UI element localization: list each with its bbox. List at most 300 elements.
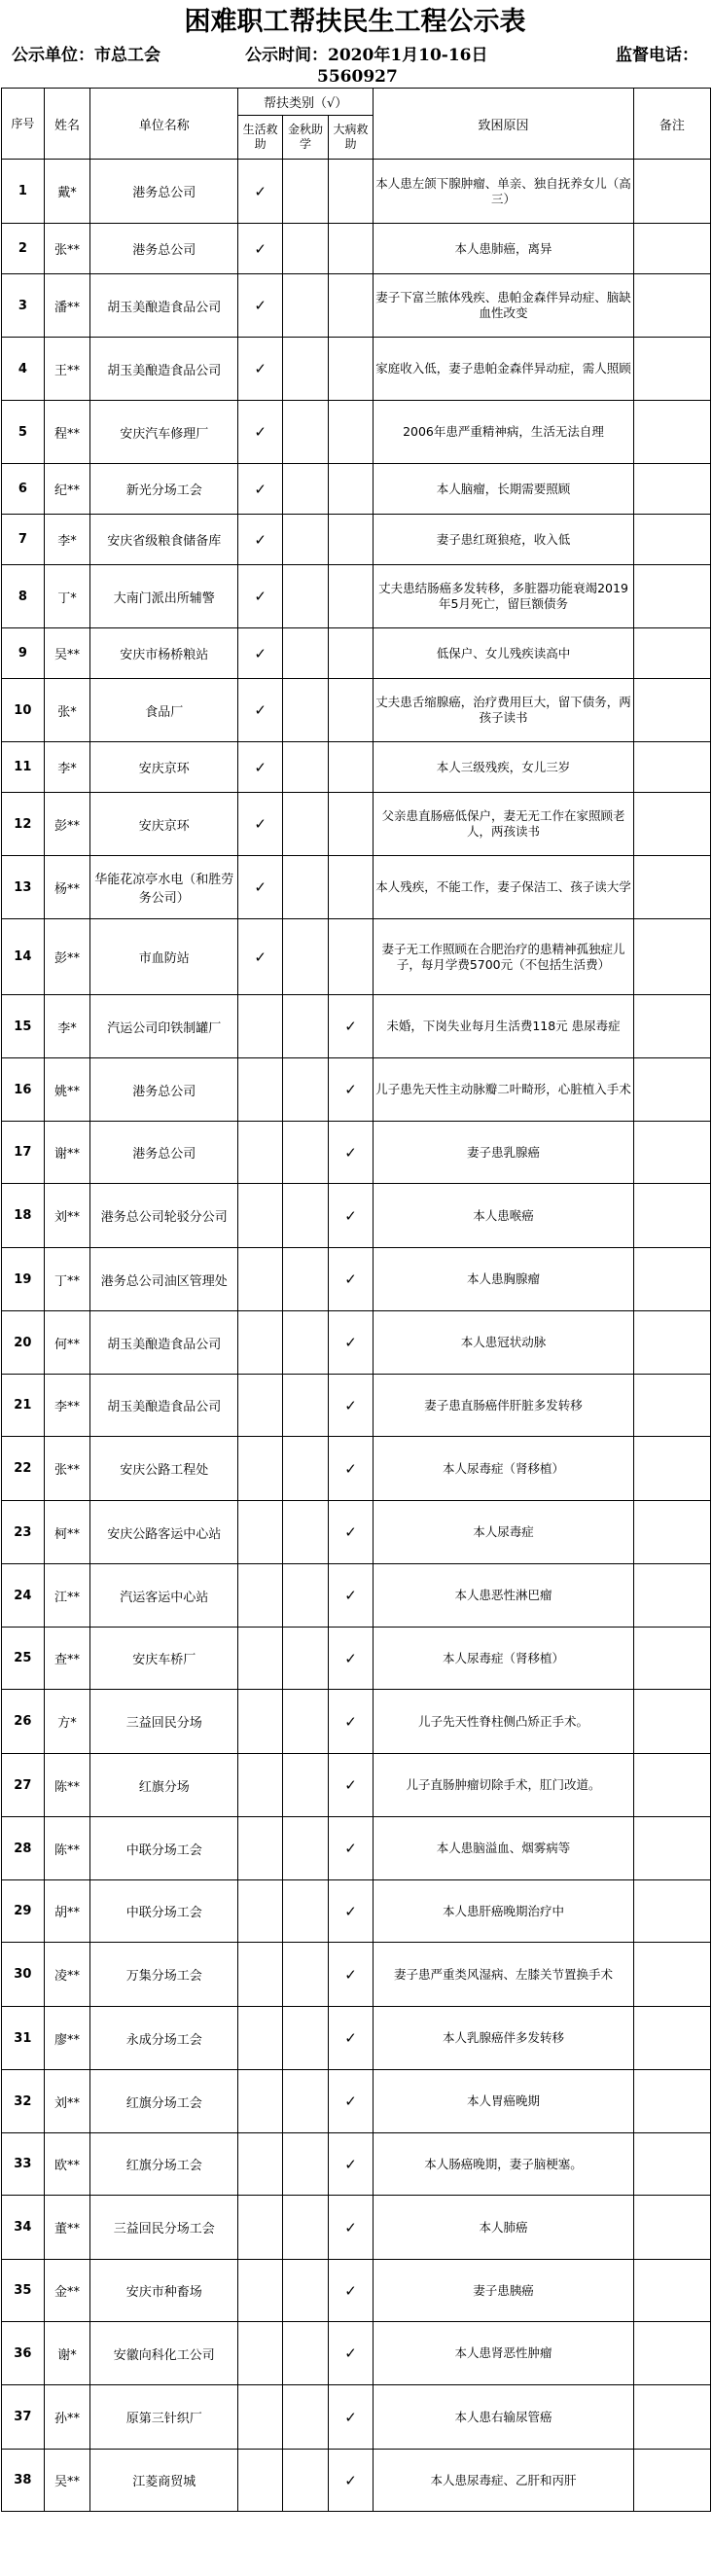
row-seq: 37 [2,2385,45,2450]
table-row [2,1690,711,1754]
row-org: 安徽向科化工公司 [90,2322,238,2385]
row-cat-school [283,742,328,793]
row-cat-life: ✓ [237,628,282,679]
row-seq: 28 [2,1817,45,1880]
row-cat-school [283,1817,328,1880]
row-cat-illness [328,742,373,793]
row-cat-life: ✓ [237,856,282,919]
row-name: 李** [44,1375,90,1437]
row-name: 李* [44,995,90,1058]
row-reason: 丈夫患舌缩腺癌，治疗费用巨大，留下债务，两孩子读书 [374,679,634,742]
row-name: 吴** [44,628,90,679]
row-remark [633,1754,710,1817]
row-org: 安庆市种畜场 [90,2260,238,2322]
row-cat-life [237,1817,282,1880]
row-seq: 16 [2,1058,45,1122]
table-row [2,679,711,742]
row-cat-life: ✓ [237,793,282,856]
row-org: 安庆京环 [90,793,238,856]
row-remark [633,2450,710,2512]
row-org: 港务总公司轮驳分公司 [90,1184,238,1248]
row-seq: 7 [2,515,45,565]
row-cat-illness [328,515,373,565]
table-row [2,401,711,464]
table-row [2,2070,711,2133]
row-name: 江** [44,1564,90,1628]
row-remark [633,1690,710,1754]
row-remark [633,2322,710,2385]
table-row [2,565,711,628]
header-org: 单位名称 [90,89,238,160]
row-name: 凌** [44,1943,90,2007]
row-cat-school [283,1943,328,2007]
row-org: 三益回民分场工会 [90,2196,238,2260]
row-remark [633,1437,710,1501]
row-seq: 31 [2,2007,45,2070]
row-cat-illness [328,793,373,856]
row-org: 红旗分场 [90,1754,238,1817]
header-cat-life: 生活救助 [237,116,282,160]
publishing-time: 公示时间：2020年1月10-16日 [245,46,488,65]
row-seq: 29 [2,1880,45,1943]
row-reason: 儿子先天性脊柱侧凸矫正手术。 [374,1690,634,1754]
row-org: 市血防站 [90,919,238,995]
row-org: 安庆京环 [90,742,238,793]
row-cat-life [237,1122,282,1184]
row-org: 港务总公司 [90,224,238,274]
table-row [2,2322,711,2385]
row-seq: 8 [2,565,45,628]
row-cat-school [283,919,328,995]
row-cat-life [237,1628,282,1690]
row-cat-school [283,338,328,401]
row-org: 江菱商贸城 [90,2450,238,2512]
row-remark [633,274,710,338]
row-cat-illness [328,856,373,919]
row-cat-illness [328,464,373,515]
row-cat-illness: ✓ [328,2260,373,2322]
row-cat-school [283,2070,328,2133]
row-cat-illness [328,919,373,995]
row-cat-school [283,464,328,515]
row-seq: 34 [2,2196,45,2260]
row-org: 永成分场工会 [90,2007,238,2070]
row-reason: 本人患肾恶性肿瘤 [374,2322,634,2385]
row-reason: 本人患喉癌 [374,1184,634,1248]
row-seq: 30 [2,1943,45,2007]
row-reason: 本人患脑溢血、烟雾病等 [374,1817,634,1880]
row-remark [633,995,710,1058]
row-cat-life [237,1880,282,1943]
row-org: 安庆车桥厂 [90,1628,238,1690]
row-name: 彭** [44,793,90,856]
publishing-unit: 公示单位：市总工会 [12,46,160,65]
table-row [2,1248,711,1311]
row-name: 吴** [44,2450,90,2512]
row-seq: 32 [2,2070,45,2133]
row-remark [633,2133,710,2196]
table-row [2,1943,711,2007]
row-seq: 25 [2,1628,45,1690]
row-seq: 15 [2,995,45,1058]
row-remark [633,2007,710,2070]
table-row [2,2260,711,2322]
row-reason: 妻子患直肠癌伴肝脏多发转移 [374,1375,634,1437]
row-cat-life: ✓ [237,274,282,338]
table-row [2,160,711,224]
row-cat-illness: ✓ [328,1817,373,1880]
row-reason: 本人尿毒症（肾移植） [374,1628,634,1690]
header-seq: 序号 [2,89,45,160]
page-title: 困难职工帮扶民生工程公示表 [184,7,526,37]
row-cat-life [237,2450,282,2512]
row-name: 彭** [44,919,90,995]
row-org: 中联分场工会 [90,1817,238,1880]
row-reason: 家庭收入低，妻子患帕金森伴异动症，需人照顾 [374,338,634,401]
row-seq: 12 [2,793,45,856]
row-cat-school [283,2007,328,2070]
row-cat-illness: ✓ [328,2196,373,2260]
row-seq: 14 [2,919,45,995]
row-remark [633,565,710,628]
row-reason: 本人肺癌 [374,2196,634,2260]
row-cat-life: ✓ [237,464,282,515]
row-seq: 10 [2,679,45,742]
row-cat-school [283,1311,328,1375]
row-cat-life [237,1501,282,1564]
row-cat-school [283,224,328,274]
row-org: 港务总公司 [90,1122,238,1184]
row-org: 华能花凉亭水电（和胜劳务公司） [90,856,238,919]
row-seq: 38 [2,2450,45,2512]
row-name: 柯** [44,1501,90,1564]
row-remark [633,1184,710,1248]
row-reason: 本人患恶性淋巴瘤 [374,1564,634,1628]
row-cat-illness: ✓ [328,1122,373,1184]
row-remark [633,1880,710,1943]
row-cat-school [283,1184,328,1248]
row-reason: 丈夫患结肠癌多发转移，多脏器功能衰竭2019年5月死亡，留巨额债务 [374,565,634,628]
row-name: 张** [44,1437,90,1501]
row-org: 胡玉美酿造食品公司 [90,1375,238,1437]
row-remark [633,1628,710,1690]
header-cat-illness: 大病救助 [328,116,373,160]
row-cat-illness: ✓ [328,2007,373,2070]
row-cat-school [283,1501,328,1564]
row-remark [633,919,710,995]
row-name: 欧** [44,2133,90,2196]
row-org: 胡玉美酿造食品公司 [90,274,238,338]
row-reason: 本人患肺癌，离异 [374,224,634,274]
row-cat-life: ✓ [237,401,282,464]
table-row [2,919,711,995]
row-remark [633,679,710,742]
row-cat-life [237,2070,282,2133]
row-name: 孙** [44,2385,90,2450]
table-row [2,515,711,565]
table-row [2,274,711,338]
row-org: 港务总公司 [90,1058,238,1122]
row-org: 安庆公路客运中心站 [90,1501,238,1564]
row-cat-school [283,1754,328,1817]
row-name: 谢* [44,2322,90,2385]
header-name: 姓名 [44,89,90,160]
row-org: 汽运公司印铁制罐厂 [90,995,238,1058]
notice-info [0,45,710,66]
table-row [2,742,711,793]
row-reason: 本人患右输尿管癌 [374,2385,634,2450]
table-row [2,2007,711,2070]
table-row [2,1817,711,1880]
row-cat-school [283,2133,328,2196]
table-row [2,1184,711,1248]
row-cat-life: ✓ [237,919,282,995]
row-cat-illness: ✓ [328,995,373,1058]
row-cat-life [237,995,282,1058]
row-org: 万集分场工会 [90,1943,238,2007]
row-cat-illness: ✓ [328,1058,373,1122]
row-cat-illness: ✓ [328,1564,373,1628]
row-cat-school [283,1690,328,1754]
row-cat-life: ✓ [237,679,282,742]
row-cat-school [283,856,328,919]
table-row [2,1437,711,1501]
phone-value: 5560927 [317,67,398,87]
row-reason: 本人三级残疾，女儿三岁 [374,742,634,793]
row-name: 谢** [44,1122,90,1184]
row-cat-school [283,793,328,856]
row-cat-illness [328,338,373,401]
row-seq: 33 [2,2133,45,2196]
row-name: 杨** [44,856,90,919]
row-cat-school [283,1437,328,1501]
row-cat-life [237,1437,282,1501]
table-row [2,224,711,274]
header-category: 帮扶类别（√） [237,89,373,116]
row-remark [633,742,710,793]
row-cat-illness: ✓ [328,1375,373,1437]
row-reason: 本人乳腺癌伴多发转移 [374,2007,634,2070]
row-name: 李* [44,515,90,565]
row-remark [633,856,710,919]
row-seq: 3 [2,274,45,338]
row-remark [633,1817,710,1880]
row-name: 纪** [44,464,90,515]
row-seq: 4 [2,338,45,401]
row-cat-illness: ✓ [328,1184,373,1248]
row-remark [633,515,710,565]
row-cat-illness [328,628,373,679]
row-name: 方* [44,1690,90,1754]
row-seq: 23 [2,1501,45,1564]
row-name: 张** [44,224,90,274]
row-cat-school [283,160,328,224]
table-row [2,1754,711,1817]
row-cat-school [283,2196,328,2260]
row-name: 陈** [44,1754,90,1817]
header-remark: 备注 [633,89,710,160]
row-org: 港务总公司 [90,160,238,224]
table-body [2,160,711,2512]
row-cat-illness [328,224,373,274]
row-cat-life [237,1754,282,1817]
table-row [2,1311,711,1375]
row-remark [633,2070,710,2133]
table-row [2,793,711,856]
row-cat-illness: ✓ [328,1437,373,1501]
row-name: 刘** [44,2070,90,2133]
row-reason: 本人脑瘤，长期需要照顾 [374,464,634,515]
row-reason: 妻子下富兰脓体残疾、患帕金森伴异动症、脑缺血性改变 [374,274,634,338]
row-reason: 本人尿毒症（肾移植） [374,1437,634,1501]
row-name: 程** [44,401,90,464]
row-reason: 低保户、女儿残疾读高中 [374,628,634,679]
row-name: 金** [44,2260,90,2322]
row-reason: 2006年患严重精神病，生活无法自理 [374,401,634,464]
table-row [2,2133,711,2196]
row-name: 丁* [44,565,90,628]
row-cat-illness: ✓ [328,1248,373,1311]
row-name: 丁** [44,1248,90,1311]
row-seq: 11 [2,742,45,793]
row-remark [633,1501,710,1564]
table-row [2,2385,711,2450]
table-row [2,1628,711,1690]
row-reason: 妻子患严重类风湿病、左膝关节置换手术 [374,1943,634,2007]
row-cat-life [237,1564,282,1628]
row-cat-illness [328,160,373,224]
row-remark [633,2260,710,2322]
row-cat-illness: ✓ [328,1880,373,1943]
row-org: 原第三针织厂 [90,2385,238,2450]
row-cat-life [237,2322,282,2385]
row-org: 港务总公司油区管理处 [90,1248,238,1311]
row-remark [633,1943,710,2007]
row-remark [633,1311,710,1375]
row-seq: 26 [2,1690,45,1754]
row-name: 潘** [44,274,90,338]
row-cat-school [283,2322,328,2385]
row-seq: 9 [2,628,45,679]
row-cat-school [283,1628,328,1690]
row-remark [633,2385,710,2450]
table-row [2,1122,711,1184]
row-name: 陈** [44,1817,90,1880]
row-org: 三益回民分场 [90,1690,238,1754]
row-org: 安庆汽车修理厂 [90,401,238,464]
row-cat-school [283,1058,328,1122]
row-cat-school [283,1122,328,1184]
phone-label: 监督电话： [616,46,698,65]
row-cat-school [283,2450,328,2512]
row-name: 张* [44,679,90,742]
row-remark [633,464,710,515]
row-cat-school [283,515,328,565]
row-name: 李* [44,742,90,793]
row-seq: 6 [2,464,45,515]
row-cat-school [283,1375,328,1437]
row-cat-illness: ✓ [328,2450,373,2512]
row-cat-illness: ✓ [328,1943,373,2007]
row-reason: 儿子直肠肿瘤切除手术，肛门改道。 [374,1754,634,1817]
row-name: 王** [44,338,90,401]
row-cat-school [283,628,328,679]
row-cat-illness [328,401,373,464]
row-cat-school [283,1564,328,1628]
row-reason: 未婚，下岗失业每月生活费118元 患尿毒症 [374,995,634,1058]
row-cat-illness [328,565,373,628]
row-seq: 19 [2,1248,45,1311]
row-org: 安庆公路工程处 [90,1437,238,1501]
row-cat-school [283,679,328,742]
table-row [2,1501,711,1564]
row-cat-life [237,1375,282,1437]
row-org: 胡玉美酿造食品公司 [90,1311,238,1375]
row-remark [633,1564,710,1628]
table-header-row [2,89,711,116]
row-cat-school [283,1880,328,1943]
row-cat-school [283,401,328,464]
row-seq: 2 [2,224,45,274]
row-cat-illness: ✓ [328,2322,373,2385]
row-org: 红旗分场工会 [90,2133,238,2196]
table-row [2,1564,711,1628]
row-name: 胡** [44,1880,90,1943]
row-seq: 1 [2,160,45,224]
row-remark [633,338,710,401]
row-cat-illness: ✓ [328,1501,373,1564]
row-org: 安庆省级粮食储备库 [90,515,238,565]
table-row [2,1880,711,1943]
row-cat-illness: ✓ [328,2070,373,2133]
row-cat-life [237,2385,282,2450]
row-remark [633,1248,710,1311]
row-seq: 18 [2,1184,45,1248]
row-name: 查** [44,1628,90,1690]
row-reason: 本人患肝癌晚期治疗中 [374,1880,634,1943]
row-remark [633,2196,710,2260]
row-name: 刘** [44,1184,90,1248]
row-org: 安庆市杨桥粮站 [90,628,238,679]
row-cat-illness: ✓ [328,1311,373,1375]
row-remark [633,1058,710,1122]
row-seq: 21 [2,1375,45,1437]
row-org: 大南门派出所辅警 [90,565,238,628]
row-reason: 妻子患红斑狼疮，收入低 [374,515,634,565]
row-reason: 父亲患直肠癌低保户，妻无无工作在家照顾老人，两孩读书 [374,793,634,856]
row-seq: 22 [2,1437,45,1501]
table-row [2,464,711,515]
row-cat-illness [328,274,373,338]
row-name: 姚** [44,1058,90,1122]
row-cat-life [237,1690,282,1754]
table-row [2,995,711,1058]
row-seq: 24 [2,1564,45,1628]
row-cat-life [237,1943,282,2007]
row-reason: 本人胃癌晚期 [374,2070,634,2133]
row-cat-school [283,565,328,628]
row-seq: 13 [2,856,45,919]
row-org: 胡玉美酿造食品公司 [90,338,238,401]
row-cat-life: ✓ [237,224,282,274]
row-cat-life [237,2196,282,2260]
row-remark [633,628,710,679]
row-cat-school [283,1248,328,1311]
row-seq: 5 [2,401,45,464]
row-cat-life: ✓ [237,515,282,565]
row-remark [633,793,710,856]
aid-table [1,88,711,2512]
